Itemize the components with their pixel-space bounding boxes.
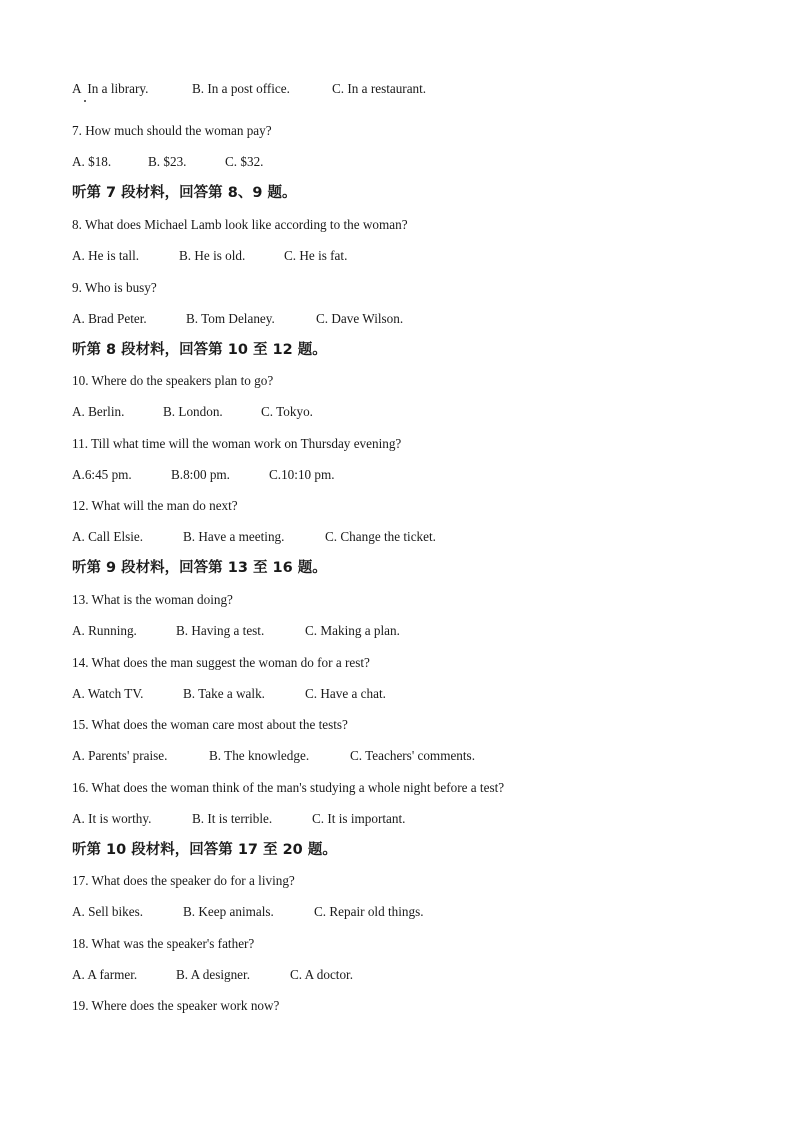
option-a: A. Sell bikes. [72,904,144,919]
option-c: C. A doctor. [290,967,354,982]
question-text: 16. What does the woman think of the man's studying a whole night before a test? [72,780,505,795]
option-c: C. Change the ticket. [325,529,436,544]
option-a: A. $18. [72,154,112,169]
stray-dot-mark [84,100,86,102]
option-b: B. Having a test. [176,623,265,638]
section-heading: 听第 8 段材料，回答第 10 至 12 题。 [72,342,327,358]
option-c: C. Teachers' comments. [350,748,475,763]
option-a: A. Brad Peter. [72,311,147,326]
question-text: 14. What does the man suggest the woman do for a rest? [72,655,370,670]
option-c: C. Repair old things. [314,904,424,919]
option-c: C.10:10 pm. [269,467,335,482]
option-c: C. In a restaurant. [332,81,427,96]
option-c: C. $32. [225,154,264,169]
question-text: 19. Where does the speaker work now? [72,998,280,1013]
question-text: 18. What was the speaker's father? [72,936,255,951]
option-a: A In a library. [72,81,149,96]
section-heading: 听第 9 段材料，回答第 13 至 16 题。 [72,560,327,576]
question-text: 9. Who is busy? [72,280,157,295]
question-text: 15. What does the woman care most about the tests? [72,717,348,732]
option-b: B. London. [163,404,223,419]
question-text: 7. How much should the woman pay? [72,123,272,138]
option-c: C. Have a chat. [305,686,386,701]
option-b: B. In a post office. [192,81,290,96]
option-a: A. A farmer. [72,967,138,982]
option-b: B. Take a walk. [183,686,265,701]
question-text: 8. What does Michael Lamb look like according to the woman? [72,217,408,232]
option-c: C. It is important. [312,811,406,826]
question-text: 10. Where do the speakers plan to go? [72,373,274,388]
section-heading: 听第 7 段材料，回答第 8、9 题。 [72,185,297,201]
option-a: A. He is tall. [72,248,140,263]
option-a: A. Watch TV. [72,686,144,701]
option-b: B. $23. [148,154,187,169]
option-b: B.8:00 pm. [171,467,230,482]
option-b: B. Have a meeting. [183,529,285,544]
question-text: 11. Till what time will the woman work on Thursday evening? [72,436,402,451]
option-a: A.6:45 pm. [72,467,132,482]
option-a: A. Berlin. [72,404,125,419]
question-text: 12. What will the man do next? [72,498,238,513]
option-b: B. The knowledge. [209,748,310,763]
option-b: B. Keep animals. [183,904,274,919]
option-c: C. He is fat. [284,248,348,263]
option-b: B. A designer. [176,967,250,982]
option-c: C. Tokyo. [261,404,313,419]
option-a: A. Running. [72,623,137,638]
option-c: C. Dave Wilson. [316,311,404,326]
option-c: C. Making a plan. [305,623,400,638]
section-heading: 听第 10 段材料，回答第 17 至 20 题。 [72,842,337,858]
option-b: B. Tom Delaney. [186,311,275,326]
question-text: 13. What is the woman doing? [72,592,233,607]
option-b: B. It is terrible. [192,811,273,826]
question-text: 17. What does the speaker do for a living? [72,873,295,888]
option-a: A. Call Elsie. [72,529,144,544]
option-a: A. It is worthy. [72,811,152,826]
option-a: A. Parents' praise. [72,748,168,763]
option-b: B. He is old. [179,248,246,263]
